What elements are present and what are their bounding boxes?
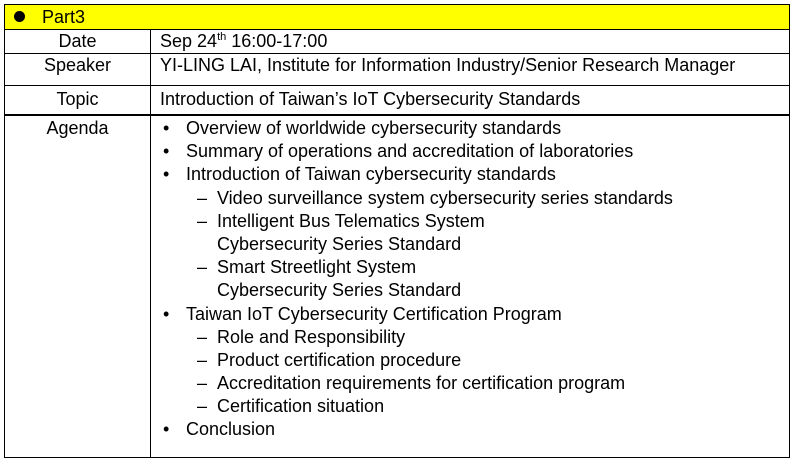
bullet-marker: • [163, 419, 170, 440]
date-row [5, 30, 789, 54]
bullet-marker: • [163, 164, 170, 185]
agenda-item-text: Conclusion [186, 419, 276, 440]
agenda-item [160, 210, 673, 233]
agenda-label: Agenda [46, 118, 109, 138]
agenda-item-text: Summary of operations and accreditation of laboratories [186, 141, 634, 162]
date-value-ordinal: th [217, 31, 227, 43]
topic-row [5, 86, 789, 116]
dash-marker: – [197, 257, 208, 278]
agenda-item [160, 372, 673, 395]
agenda-item-text: Cybersecurity Series Standard [217, 280, 462, 301]
dash-marker: – [197, 210, 208, 231]
date-value-main: Sep 24 [160, 31, 218, 51]
agenda-item-text: Accreditation requirements for certification program [217, 373, 626, 394]
agenda-item-text: Product certification procedure [217, 349, 462, 370]
speaker-value: YI-LING LAI, Institute for Information Industry/Senior Research Manager [160, 55, 736, 75]
topic-label: Topic [56, 89, 99, 109]
dash-marker: – [197, 326, 208, 347]
dash-marker: – [197, 187, 208, 208]
agenda-item-text: Video surveillance system cybersecurity series standards [217, 187, 673, 208]
session-table [4, 4, 790, 458]
speaker-label: Speaker [43, 55, 112, 75]
agenda-item [160, 117, 673, 140]
agenda-item [160, 140, 673, 163]
section-header [5, 5, 789, 30]
date-value [160, 31, 327, 52]
agenda-item-text: Smart Streetlight System [217, 257, 417, 278]
agenda-item [160, 326, 673, 349]
bullet-marker: • [163, 303, 170, 324]
speaker-row [5, 54, 789, 86]
agenda-item-text: Role and Responsibility [217, 326, 406, 347]
agenda-item-text: Cybersecurity Series Standard [217, 233, 462, 254]
dash-marker: – [197, 373, 208, 394]
agenda-item [160, 303, 673, 326]
section-title: Part3 [42, 7, 86, 27]
agenda-item [160, 395, 673, 418]
agenda-item [160, 418, 673, 441]
bullet-marker: • [163, 141, 170, 162]
agenda-item [160, 187, 673, 210]
topic-value: Introduction of Taiwan’s IoT Cybersecurity Standards [160, 89, 581, 109]
agenda-item [160, 163, 673, 186]
agenda-item-text: Intelligent Bus Telematics System [217, 210, 485, 231]
agenda-item [160, 349, 673, 372]
agenda-item-text: Introduction of Taiwan cybersecurity standards [186, 164, 556, 185]
agenda-item-text: Certification situation [217, 396, 385, 417]
agenda-item-text: Overview of worldwide cybersecurity standards [186, 118, 562, 138]
bullet-icon [14, 11, 25, 22]
agenda-list [160, 117, 673, 442]
dash-marker: – [197, 349, 208, 370]
date-label: Date [58, 31, 97, 51]
bullet-marker: • [163, 118, 170, 138]
dash-marker: – [197, 396, 208, 417]
date-value-time: 16:00-17:00 [226, 31, 328, 51]
agenda-item [160, 256, 673, 279]
agenda-item [160, 233, 673, 256]
agenda-item-text: Taiwan IoT Cybersecurity Certification Program [186, 303, 562, 324]
agenda-item [160, 279, 673, 302]
